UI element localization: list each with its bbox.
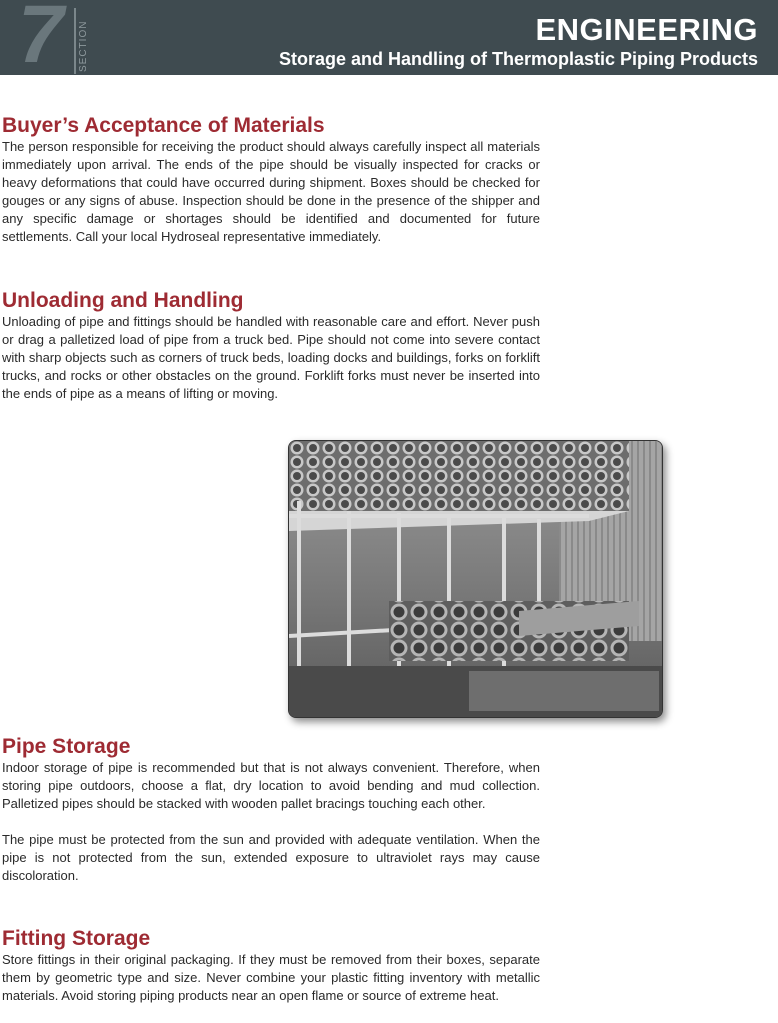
page-header xyxy=(0,0,778,80)
section-buyers-acceptance xyxy=(2,114,540,246)
header-subtitle: Storage and Handling of Thermoplastic Piping Products xyxy=(278,49,758,69)
section-label: SECTION xyxy=(78,20,89,72)
header-title: ENGINEERING xyxy=(535,12,758,47)
section-paragraph: Indoor storage of pipe is recommended but that is not always convenient. Therefore, when storing pipe outdoors, choose a flat, dry location to avoid bending and mud collection. Palletized pipes should be stacked with wooden pallet bracings touching each other. xyxy=(2,760,540,811)
section-heading: Fitting Storage xyxy=(2,927,151,950)
section-paragraph: The person responsible for receiving the product should always carefully inspect all materials immediately upon arrival. The ends of the pipe should be visually inspected for cracks or heavy deformations that could have occurred during shipment. Boxes should be checked for gouges or any signs of abuse. Inspection should be done in the presence of the shipper and any specific damage or shortages should be identified and documented for future settlements. Call your local Hydroseal representative immediately. xyxy=(2,139,540,244)
section-number: 7 xyxy=(18,0,64,80)
section-heading: Buyer’s Acceptance of Materials xyxy=(2,114,325,137)
section-paragraph: The pipe must be protected from the sun and provided with adequate ventilation. When the pipe is not protected from the sun, extended exposure to ultraviolet rays may cause discoloration. xyxy=(2,832,540,883)
section-fitting-storage xyxy=(2,927,540,1005)
section-divider xyxy=(74,8,76,74)
section-unloading-handling xyxy=(2,289,540,403)
section-heading: Unloading and Handling xyxy=(2,289,244,312)
section-paragraph: Store fittings in their original packaging. If they must be removed from their boxes, separate them by geometric type and size. Never combine your plastic fitting inventory with metallic materials. Avoid storing piping products near an open flame or source of extreme heat. xyxy=(2,952,540,1003)
section-heading: Pipe Storage xyxy=(2,735,131,758)
section-paragraph: Unloading of pipe and fittings should be handled with reasonable care and effort. Never push or drag a palletized load of pipe from a truck bed. Pipe should not come into severe contact with sharp objects such as corners of truck beds, loading docks and buildings, forks on forklift trucks, and rocks or other obstacles on the ground. Forklift forks must never be inserted into the ends of pipe as a means of lifting or moving. xyxy=(2,314,540,401)
section-pipe-storage xyxy=(2,735,540,885)
pipe-storage-photo xyxy=(288,440,663,718)
